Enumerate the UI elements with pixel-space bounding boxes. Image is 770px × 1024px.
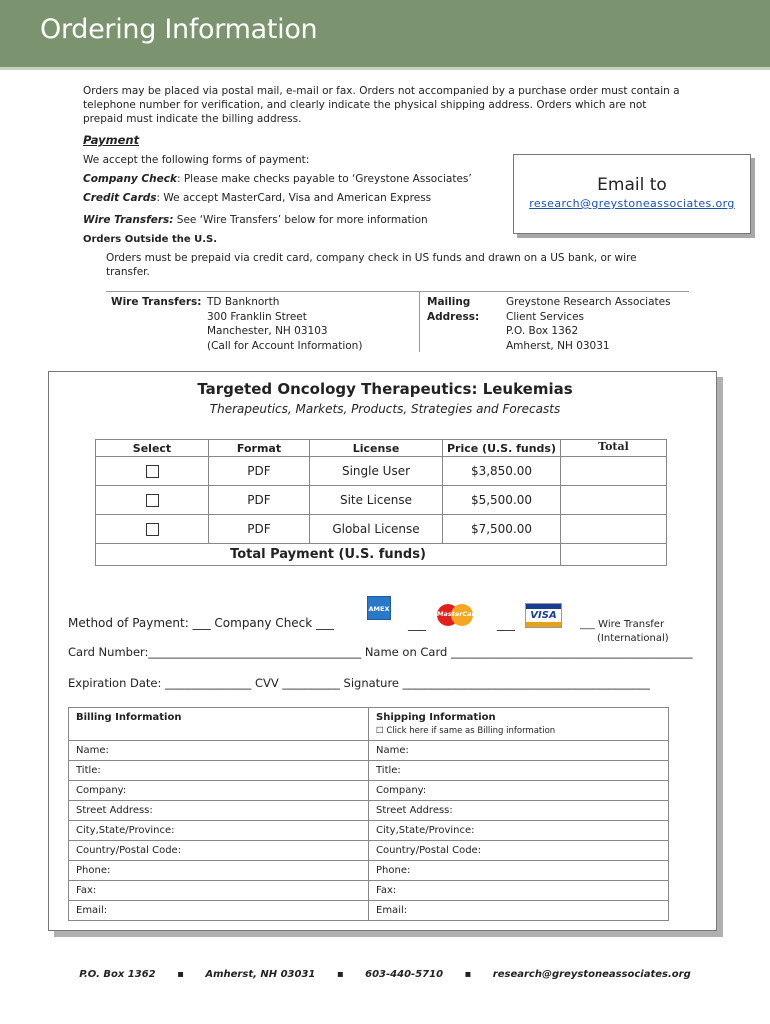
mastercard-logo-icon <box>437 604 480 626</box>
header-select: Select <box>96 440 209 457</box>
wire-label: Wire Transfers: <box>111 296 202 308</box>
mailing-line: Greystone Research Associates <box>506 296 671 308</box>
info-header-row <box>69 708 669 741</box>
wire-details <box>207 295 362 353</box>
mailing-label-1: Mailing <box>427 296 471 308</box>
wire-transfer-option[interactable]: ___ Wire Transfer <box>580 619 665 630</box>
email-link[interactable]: research@greystoneassociates.org <box>529 197 735 210</box>
footer-city: Amherst, NH 03031 <box>205 969 316 980</box>
mailing-details <box>506 295 671 353</box>
format-cell: PDF <box>209 486 310 515</box>
outside-us-text: Orders must be prepaid via credit card, company check in US funds and drawn on a US bank, or wire transfer. <box>106 252 637 278</box>
card-number-row[interactable]: Card Number:_____________________________________ Name on Card __________________________________________ <box>68 645 693 659</box>
mailing-line: Amherst, NH 03031 <box>506 339 610 352</box>
table-row <box>69 741 669 761</box>
license-cell: Site License <box>310 486 443 515</box>
billing-shipping-table <box>68 707 669 921</box>
header-banner <box>0 0 770 70</box>
select-cell <box>96 486 209 515</box>
shipping-phone-field[interactable]: Phone: <box>369 861 669 881</box>
wire-divider <box>106 291 689 292</box>
payment-heading: Payment <box>83 133 140 147</box>
check-label: Company Check <box>83 173 177 185</box>
shipping-name-field[interactable]: Name: <box>369 741 669 761</box>
billing-street-field[interactable]: Street Address: <box>69 801 369 821</box>
visa-logo-icon <box>525 603 562 628</box>
mailing-line: P.O. Box 1362 <box>506 325 579 337</box>
visa-blank[interactable]: ___ <box>497 617 515 631</box>
header-format: Format <box>209 440 310 457</box>
shipping-company-field[interactable]: Company: <box>369 781 669 801</box>
total-cell[interactable] <box>561 457 667 486</box>
billing-heading: Billing Information <box>76 712 182 723</box>
footer-separator-icon: ▪ <box>464 969 472 980</box>
shipping-fax-field[interactable]: Fax: <box>369 881 669 901</box>
billing-company-field[interactable]: Company: <box>69 781 369 801</box>
license-cell: Global License <box>310 515 443 544</box>
shipping-street-field[interactable]: Street Address: <box>369 801 669 821</box>
footer-phone: 603-440-5710 <box>365 969 444 980</box>
wire-inline-text: See ‘Wire Transfers’ below for more information <box>173 214 428 226</box>
shipping-title-field[interactable]: Title: <box>369 761 669 781</box>
shipping-email-field[interactable]: Email: <box>369 901 669 921</box>
header-price: Price (U.S. funds) <box>443 440 561 457</box>
billing-city-field[interactable]: City,State/Province: <box>69 821 369 841</box>
table-row <box>69 761 669 781</box>
mastercard-logo-text: MasterCard <box>437 610 480 618</box>
wire-line: (Call for Account Information) <box>207 339 363 352</box>
mailing-label <box>427 295 479 324</box>
amex-logo-icon: AMEX <box>367 596 391 620</box>
product-title: Targeted Oncology Therapeutics: Leukemias <box>197 380 573 398</box>
shipping-country-field[interactable]: Country/Postal Code: <box>369 841 669 861</box>
billing-title-field[interactable]: Title: <box>69 761 369 781</box>
shipping-city-field[interactable]: City,State/Province: <box>369 821 669 841</box>
table-row <box>69 861 669 881</box>
price-table <box>95 439 667 566</box>
billing-country-field[interactable]: Country/Postal Code: <box>69 841 369 861</box>
wire-line: TD Banknorth <box>207 296 280 308</box>
header-license: License <box>310 440 443 457</box>
payment-check-line <box>83 172 472 186</box>
select-checkbox-site-license[interactable] <box>146 494 159 507</box>
page-title: Ordering Information <box>40 14 318 45</box>
format-cell: PDF <box>209 515 310 544</box>
footer-separator-icon: ▪ <box>336 969 344 980</box>
table-row <box>69 781 669 801</box>
same-as-billing-checkbox[interactable]: ☐ Click here if same as Billing information <box>376 726 556 736</box>
table-row <box>69 821 669 841</box>
product-subtitle: Therapeutics, Markets, Products, Strategies and Forecasts <box>209 402 561 416</box>
license-cell: Single User <box>310 457 443 486</box>
price-cell: $7,500.00 <box>443 515 561 544</box>
footer-email[interactable]: research@greystoneassociates.org <box>492 969 691 980</box>
payment-cards-line <box>83 191 431 205</box>
total-payment-label: Total Payment (U.S. funds) <box>96 544 561 566</box>
shipping-heading-cell <box>369 708 669 741</box>
method-of-payment[interactable]: Method of Payment: ___ Company Check ___ <box>68 616 335 630</box>
select-cell <box>96 515 209 544</box>
mastercard-blank[interactable]: ___ <box>408 617 426 631</box>
billing-name-field[interactable]: Name: <box>69 741 369 761</box>
shipping-heading: Shipping Information <box>376 712 496 723</box>
price-cell: $3,850.00 <box>443 457 561 486</box>
table-row <box>96 486 667 515</box>
payment-wire-line <box>83 213 428 227</box>
footer-pobox: P.O. Box 1362 <box>79 969 156 980</box>
cards-text: : We accept MasterCard, Visa and American Express <box>156 192 432 204</box>
total-cell[interactable] <box>561 515 667 544</box>
wire-line: Manchester, NH 03103 <box>207 325 328 337</box>
footer-separator-icon: ▪ <box>177 969 184 980</box>
table-row <box>69 901 669 921</box>
billing-fax-field[interactable]: Fax: <box>69 881 369 901</box>
cards-label: Credit Cards <box>83 192 157 204</box>
outside-us-heading: Orders Outside the U.S. <box>83 234 218 245</box>
total-row <box>96 544 667 566</box>
check-text: : Please make checks payable to ‘Greystone Associates’ <box>176 173 472 185</box>
select-cell <box>96 457 209 486</box>
price-cell: $5,500.00 <box>443 486 561 515</box>
total-payment-cell[interactable] <box>561 544 667 566</box>
select-checkbox-global-license[interactable] <box>146 523 159 536</box>
table-row <box>96 515 667 544</box>
price-table-header <box>96 440 667 457</box>
billing-phone-field[interactable]: Phone: <box>69 861 369 881</box>
international-label: (International) <box>597 633 669 644</box>
email-box <box>513 154 751 234</box>
select-checkbox-single-user[interactable] <box>146 465 159 478</box>
intro-text: Orders may be placed via postal mail, e-mail or fax. Orders not accompanied by a purchase order must contain a telephone number for verification, and clearly indicate the physical shipping address. Orders which are not prepaid must indicate the billing address. <box>83 85 680 125</box>
wire-inline-label: Wire Transfers: <box>83 214 174 226</box>
table-row <box>69 881 669 901</box>
billing-heading-cell <box>69 708 369 741</box>
mailing-line: Client Services <box>506 310 585 323</box>
mailing-label-2: Address: <box>427 310 480 323</box>
payment-accept-text: We accept the following forms of payment: <box>83 154 310 166</box>
expiration-row[interactable]: Expiration Date: _______________ CVV __________ Signature ___________________________________________ <box>68 676 650 690</box>
wire-vertical-divider <box>419 292 420 352</box>
table-row <box>69 841 669 861</box>
total-cell[interactable] <box>561 486 667 515</box>
footer <box>0 969 770 980</box>
visa-logo-text: VISA <box>530 610 557 621</box>
format-cell: PDF <box>209 457 310 486</box>
email-title: Email to <box>597 175 667 195</box>
table-row <box>96 457 667 486</box>
header-total: Total <box>561 440 667 457</box>
billing-email-field[interactable]: Email: <box>69 901 369 921</box>
table-row <box>69 801 669 821</box>
wire-line: 300 Franklin Street <box>207 310 307 323</box>
